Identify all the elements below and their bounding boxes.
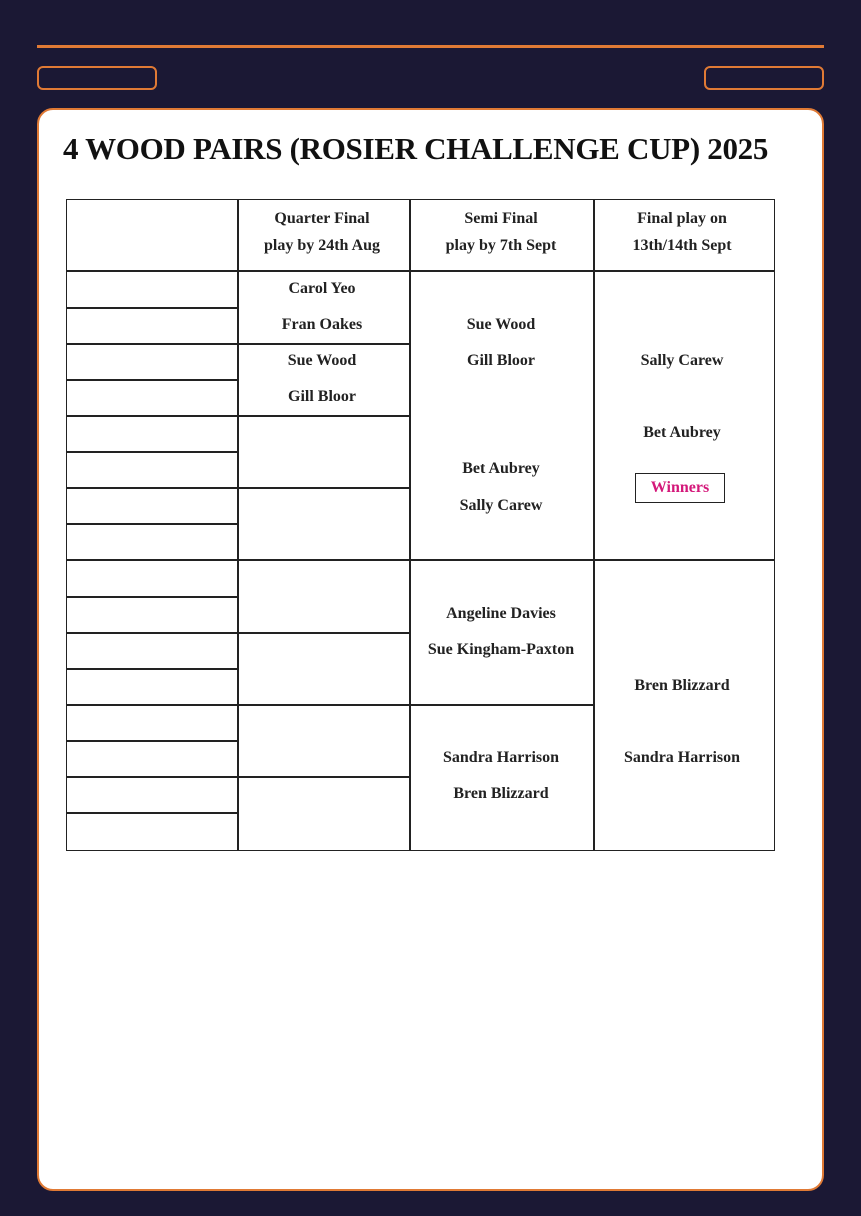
- final-player: Bet Aubrey: [643, 424, 721, 441]
- final-player: Sandra Harrison: [623, 749, 741, 766]
- sf-player: Sandra Harrison: [442, 749, 560, 766]
- entry-row-line: [66, 740, 237, 742]
- entry-row-line: [66, 704, 593, 706]
- entry-row-line: [66, 812, 237, 814]
- entry-row-line: [66, 523, 237, 525]
- qf-player: Carol Yeo: [288, 280, 356, 297]
- col-divider-1: [237, 199, 239, 851]
- qf-player: Sue Wood: [287, 352, 357, 369]
- final-player: Bren Blizzard: [634, 677, 730, 694]
- sf-player: Bet Aubrey: [462, 460, 540, 477]
- left-tab-decoration: [37, 66, 157, 90]
- sf-player: Bren Blizzard: [453, 785, 549, 802]
- quarter-header-line2: play by 24th Aug: [263, 237, 381, 254]
- entry-row-line: [66, 451, 237, 453]
- sf-player: Sue Wood: [466, 316, 536, 333]
- final-header-line1: Final play on: [637, 210, 727, 227]
- header-divider: [66, 270, 775, 272]
- final-header-line2: 13th/14th Sept: [632, 237, 732, 254]
- sf-player: Sally Carew: [459, 497, 543, 514]
- qf-player: Gill Bloor: [288, 388, 356, 405]
- entry-row-line: [66, 379, 237, 381]
- entry-row-line: [66, 415, 409, 417]
- entry-row-line: [66, 307, 237, 309]
- entry-row-line: [66, 487, 409, 489]
- sf-player: Gill Bloor: [467, 352, 535, 369]
- top-rule: [37, 45, 824, 48]
- col-divider-3: [593, 199, 595, 851]
- entry-row-line: [66, 559, 775, 561]
- sf-player: Angeline Davies: [446, 605, 556, 622]
- winners-badge: Winners: [635, 473, 725, 503]
- qf-player: Fran Oakes: [281, 316, 363, 333]
- page-title: 4 WOOD PAIRS (ROSIER CHALLENGE CUP) 2025: [63, 131, 769, 166]
- entry-row-line: [66, 343, 237, 345]
- col-divider-2: [409, 199, 411, 851]
- semi-header-line1: Semi Final: [464, 210, 538, 227]
- right-tab-decoration: [704, 66, 824, 90]
- entry-row-line: [66, 776, 409, 778]
- entry-row-line: [66, 596, 237, 598]
- entry-row-line: [66, 632, 409, 634]
- final-player: Sally Carew: [640, 352, 724, 369]
- entry-row-line: [66, 668, 237, 670]
- sf-player: Sue Kingham-Paxton: [427, 641, 575, 658]
- quarter-header-line1: Quarter Final: [274, 210, 370, 227]
- qf-match-divider: [237, 343, 409, 345]
- semi-header-line2: play by 7th Sept: [445, 237, 557, 254]
